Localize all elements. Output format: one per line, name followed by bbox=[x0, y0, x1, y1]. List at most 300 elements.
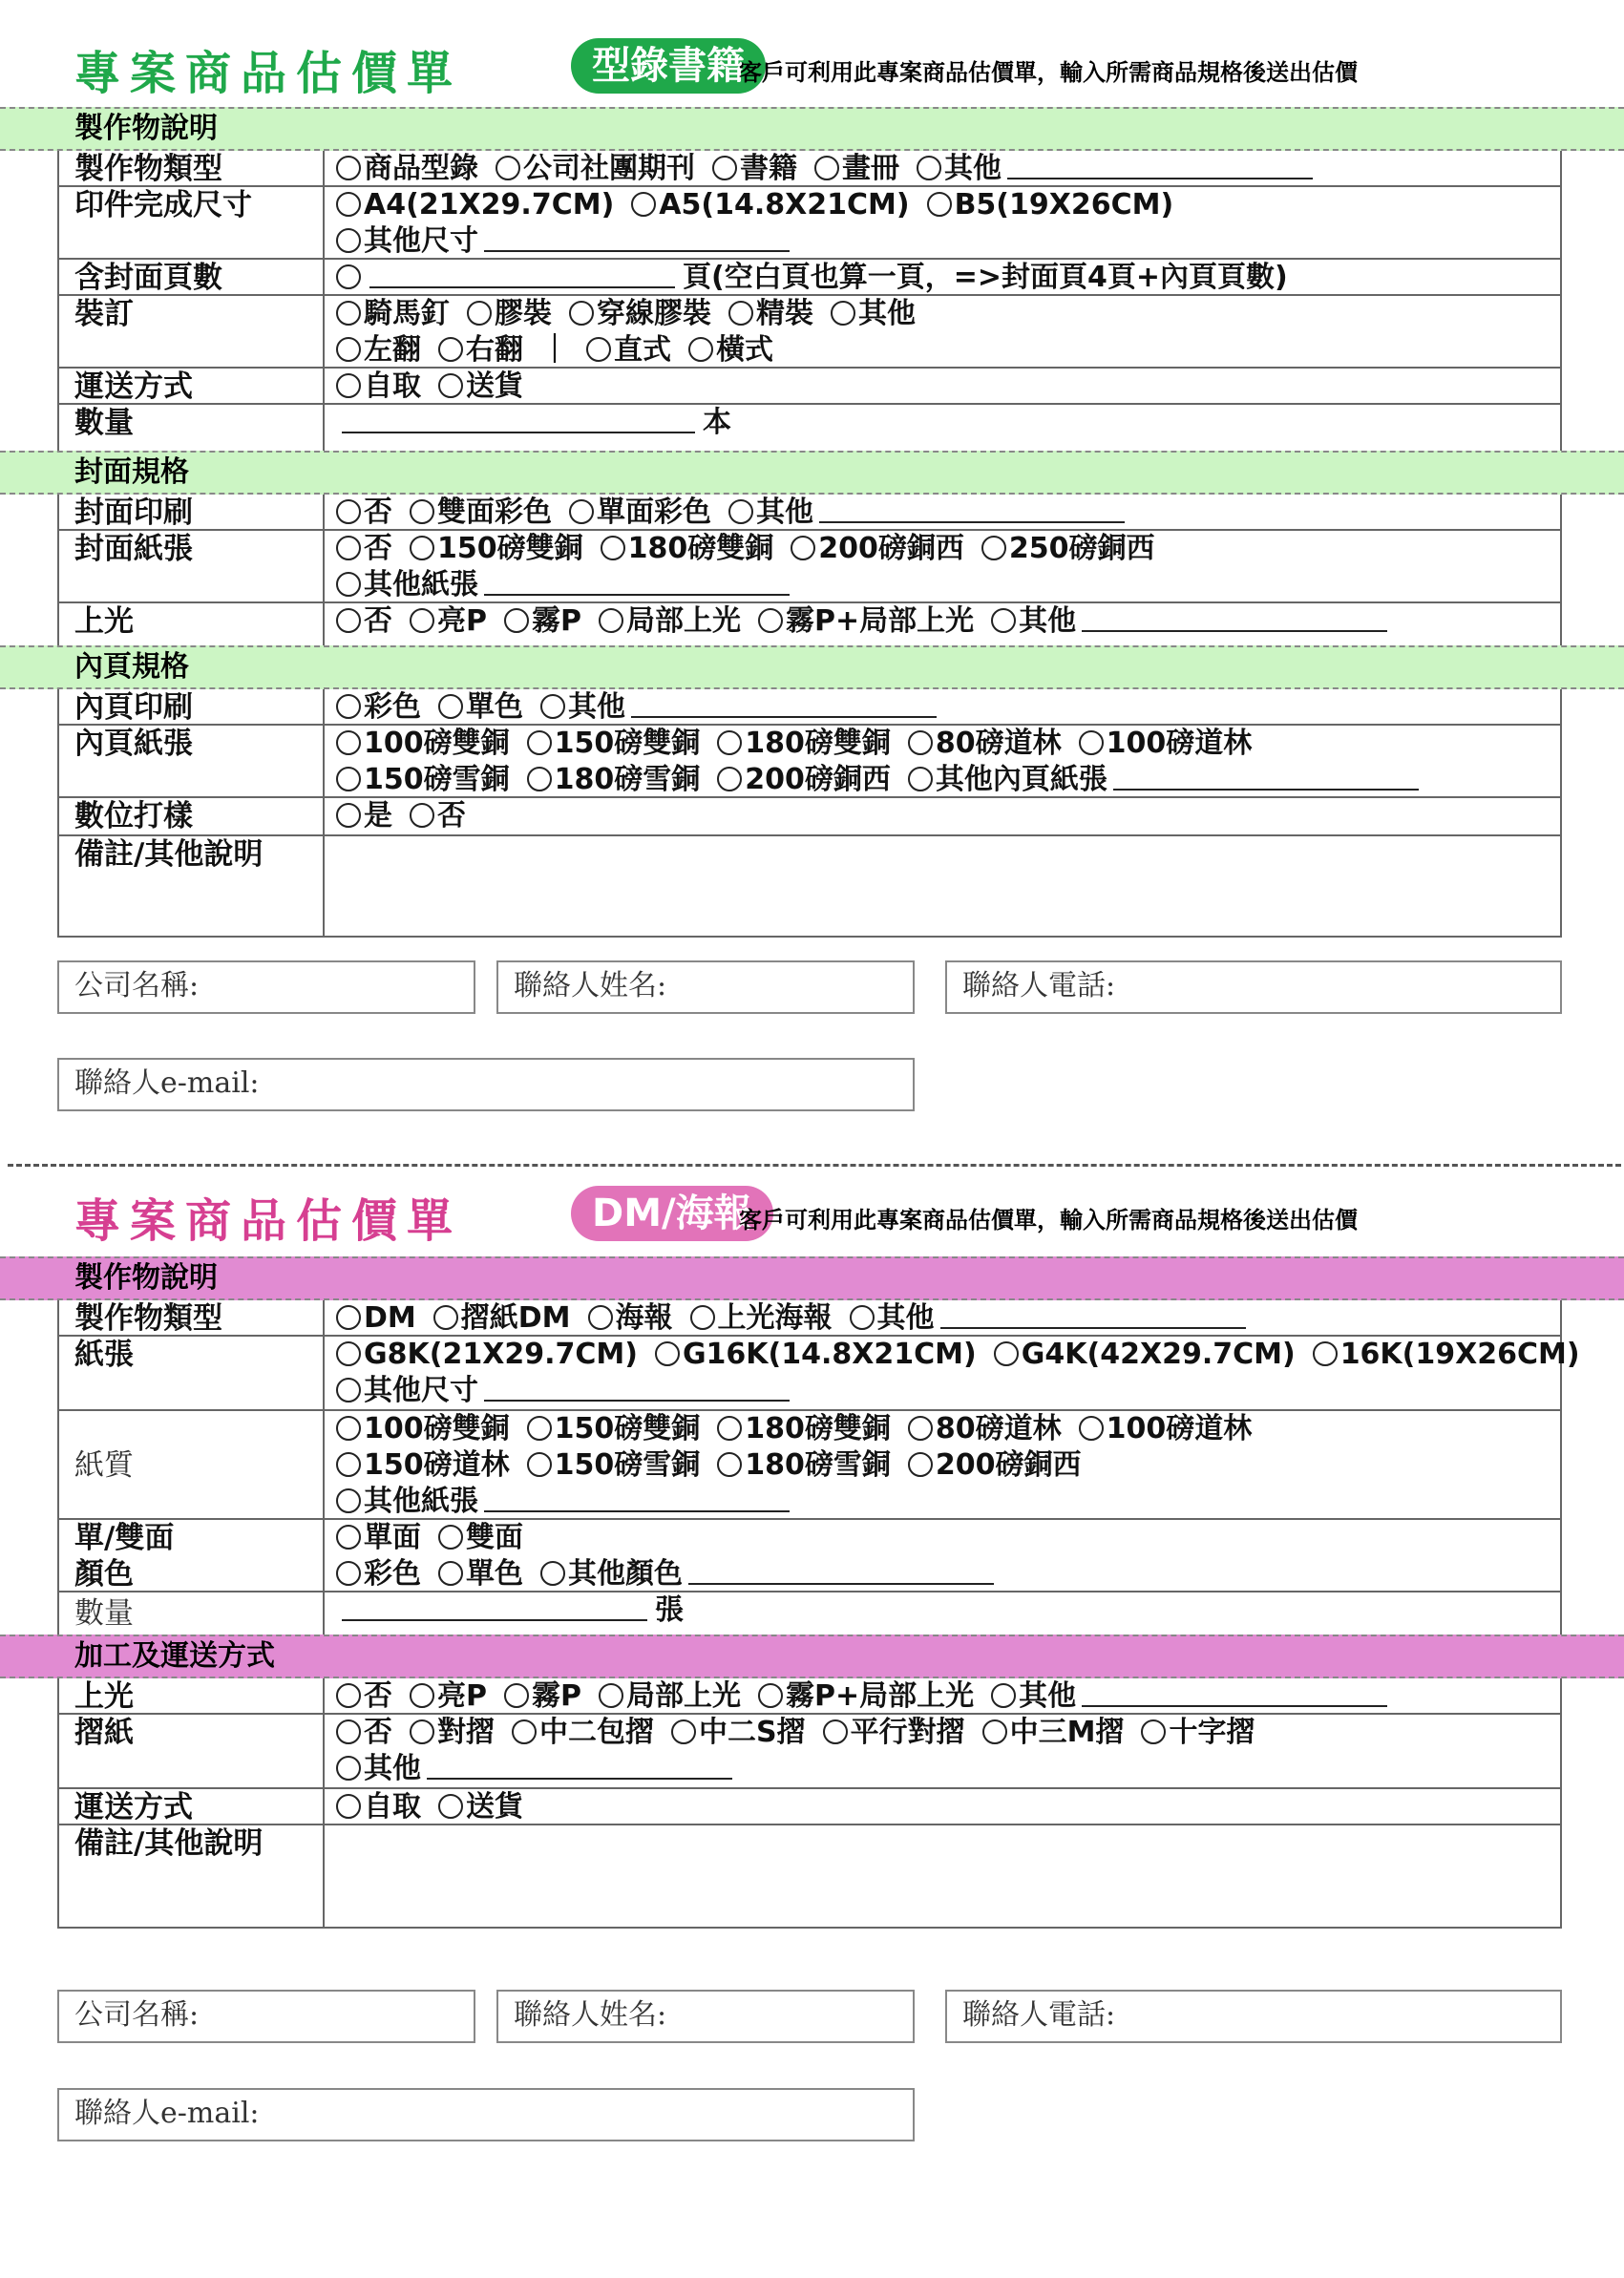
radio-circle-icon[interactable] bbox=[728, 499, 753, 524]
radio-option[interactable] bbox=[908, 762, 1419, 798]
radio-circle-icon[interactable] bbox=[1079, 1416, 1104, 1441]
form-title: 專案商品估價單 bbox=[74, 1194, 463, 1248]
radio-option[interactable] bbox=[688, 332, 773, 369]
radio-circle-icon[interactable] bbox=[512, 1719, 537, 1744]
contact-name-field[interactable]: 聯絡人姓名: bbox=[496, 1990, 915, 2043]
radio-option[interactable] bbox=[438, 369, 523, 405]
row-options bbox=[336, 1520, 1556, 1592]
option-label: 精裝 bbox=[756, 297, 813, 330]
row-options bbox=[336, 1715, 1556, 1787]
option-label: 其他 bbox=[756, 496, 813, 529]
radio-option[interactable] bbox=[758, 1678, 974, 1715]
fill-in-blank[interactable] bbox=[1082, 1680, 1387, 1707]
radio-circle-icon[interactable] bbox=[908, 1452, 933, 1477]
fill-in-blank[interactable] bbox=[484, 225, 790, 252]
section-header: 加工及運送方式 bbox=[0, 1635, 1624, 1678]
fill-in-blank[interactable] bbox=[484, 1486, 790, 1512]
radio-option[interactable] bbox=[1079, 726, 1253, 762]
row-label: 上光 bbox=[59, 603, 325, 645]
fill-in-blank[interactable] bbox=[940, 1302, 1246, 1329]
option-label: 150磅雙銅 bbox=[437, 532, 583, 565]
radio-circle-icon[interactable] bbox=[655, 1341, 680, 1366]
option-label: 霧P bbox=[532, 1679, 581, 1713]
radio-circle-icon[interactable] bbox=[410, 608, 434, 633]
option-label: 橫式 bbox=[716, 333, 773, 367]
section-divider bbox=[8, 1164, 1621, 1167]
row-label: 單/雙面 顏色 bbox=[59, 1520, 325, 1591]
option-text bbox=[336, 1592, 684, 1629]
radio-circle-icon[interactable] bbox=[588, 1305, 613, 1330]
radio-option[interactable] bbox=[438, 689, 523, 726]
radio-circle-icon[interactable] bbox=[336, 1794, 361, 1819]
radio-circle-icon[interactable] bbox=[1313, 1341, 1338, 1366]
company-name-field[interactable]: 公司名稱: bbox=[57, 960, 475, 1014]
radio-circle-icon[interactable] bbox=[1079, 730, 1104, 755]
radio-circle-icon[interactable] bbox=[438, 1525, 463, 1550]
radio-circle-icon[interactable] bbox=[336, 1683, 361, 1708]
option-label: 穿線膠裝 bbox=[597, 297, 711, 330]
radio-option[interactable] bbox=[982, 1715, 1125, 1751]
radio-option[interactable] bbox=[496, 151, 695, 187]
radio-option[interactable] bbox=[336, 369, 421, 405]
option-label: 亮P bbox=[437, 1679, 487, 1713]
radio-circle-icon[interactable] bbox=[540, 694, 565, 719]
radio-circle-icon[interactable] bbox=[336, 156, 361, 180]
radio-option[interactable] bbox=[336, 1789, 421, 1825]
radio-option[interactable] bbox=[336, 1556, 421, 1592]
radio-option[interactable] bbox=[336, 495, 392, 531]
radio-option[interactable] bbox=[336, 1715, 392, 1751]
radio-circle-icon[interactable] bbox=[717, 1416, 742, 1441]
radio-option[interactable] bbox=[336, 762, 510, 798]
radio-circle-icon[interactable] bbox=[336, 499, 361, 524]
radio-circle-icon[interactable] bbox=[527, 1452, 552, 1477]
spec-row bbox=[59, 1520, 1560, 1592]
option-label: A4(21X29.7CM) bbox=[364, 188, 615, 221]
radio-circle-icon[interactable] bbox=[410, 499, 434, 524]
option-label: 商品型錄 bbox=[364, 152, 478, 185]
radio-option[interactable] bbox=[599, 1678, 741, 1715]
radio-option[interactable] bbox=[791, 531, 964, 567]
radio-circle-icon[interactable] bbox=[336, 1378, 361, 1403]
radio-option[interactable] bbox=[410, 531, 583, 567]
option-label: 對摺 bbox=[437, 1716, 495, 1749]
row-label: 內頁印刷 bbox=[59, 689, 325, 724]
option-label: 其他 bbox=[364, 1752, 421, 1785]
radio-circle-icon[interactable] bbox=[336, 1719, 361, 1744]
radio-option[interactable] bbox=[438, 332, 523, 369]
radio-circle-icon[interactable] bbox=[336, 1488, 361, 1513]
radio-option[interactable] bbox=[527, 1411, 701, 1447]
radio-option[interactable] bbox=[991, 1678, 1387, 1715]
radio-circle-icon[interactable] bbox=[336, 373, 361, 398]
radio-option[interactable] bbox=[994, 1337, 1296, 1373]
radio-option[interactable] bbox=[336, 603, 392, 640]
radio-circle-icon[interactable] bbox=[410, 803, 434, 828]
radio-option[interactable] bbox=[336, 1411, 510, 1447]
option-label: 雙面 bbox=[466, 1521, 523, 1554]
form-tagline: 客戶可利用此專案商品估價單，輸入所需商品規格後送出估價 bbox=[739, 59, 1358, 86]
spec-row bbox=[59, 1715, 1560, 1789]
radio-option[interactable] bbox=[410, 603, 487, 640]
radio-option[interactable] bbox=[410, 495, 552, 531]
row-label: 紙質 bbox=[59, 1411, 325, 1518]
radio-option[interactable] bbox=[336, 1520, 421, 1556]
radio-option[interactable] bbox=[336, 1337, 638, 1373]
spec-row bbox=[59, 798, 1560, 836]
radio-option[interactable] bbox=[569, 495, 711, 531]
radio-option[interactable] bbox=[336, 1678, 392, 1715]
contact-phone-field[interactable]: 聯絡人電話: bbox=[945, 960, 1562, 1014]
radio-option[interactable] bbox=[504, 1678, 581, 1715]
radio-option[interactable] bbox=[586, 332, 671, 369]
radio-circle-icon[interactable] bbox=[791, 536, 815, 560]
radio-option[interactable] bbox=[336, 223, 790, 260]
option-label: 180磅雪銅 bbox=[745, 1448, 891, 1482]
radio-circle-icon[interactable] bbox=[438, 694, 463, 719]
option-label: 其他內頁紙張 bbox=[935, 763, 1107, 796]
option-label: 中二S摺 bbox=[699, 1716, 806, 1749]
radio-option[interactable] bbox=[410, 1715, 495, 1751]
radio-circle-icon[interactable] bbox=[717, 1452, 742, 1477]
row-options bbox=[336, 187, 1556, 260]
radio-circle-icon[interactable] bbox=[438, 1561, 463, 1586]
radio-circle-icon[interactable] bbox=[336, 1561, 361, 1586]
radio-circle-icon[interactable] bbox=[336, 1416, 361, 1441]
radio-option[interactable] bbox=[655, 1337, 977, 1373]
radio-circle-icon[interactable] bbox=[438, 373, 463, 398]
radio-circle-icon[interactable] bbox=[814, 156, 839, 180]
spec-row bbox=[59, 1300, 1560, 1337]
spec-row bbox=[59, 1592, 1560, 1635]
radio-circle-icon[interactable] bbox=[410, 536, 434, 560]
radio-circle-icon[interactable] bbox=[336, 572, 361, 597]
radio-circle-icon[interactable] bbox=[1141, 1719, 1166, 1744]
radio-circle-icon[interactable] bbox=[917, 156, 941, 180]
radio-circle-icon[interactable] bbox=[336, 1756, 361, 1781]
radio-option[interactable] bbox=[527, 726, 701, 762]
radio-circle-icon[interactable] bbox=[504, 1683, 529, 1708]
radio-circle-icon[interactable] bbox=[336, 1341, 361, 1366]
radio-option[interactable] bbox=[438, 1520, 523, 1556]
option-label: 彩色 bbox=[364, 690, 421, 724]
company-name-field[interactable]: 公司名稱: bbox=[57, 1990, 475, 2043]
contact-phone-field[interactable]: 聯絡人電話: bbox=[945, 1990, 1562, 2043]
radio-circle-icon[interactable] bbox=[438, 337, 463, 362]
radio-option[interactable] bbox=[336, 332, 421, 369]
option-label: 其他 bbox=[1019, 1679, 1077, 1713]
radio-circle-icon[interactable] bbox=[671, 1719, 696, 1744]
radio-circle-icon[interactable] bbox=[908, 1416, 933, 1441]
option-label: 平行對摺 bbox=[850, 1716, 965, 1749]
row-label: 備註/其他說明 bbox=[59, 1825, 325, 1927]
radio-circle-icon[interactable] bbox=[496, 156, 520, 180]
radio-option[interactable] bbox=[527, 762, 701, 798]
fill-in-blank[interactable] bbox=[342, 407, 695, 433]
option-label: B5(19X26CM) bbox=[954, 188, 1174, 221]
option-label: 彩色 bbox=[364, 1557, 421, 1591]
option-suffix: 頁(空白頁也算一頁，=>封面頁4頁+內頁頁數) bbox=[683, 261, 1288, 294]
contact-email-field[interactable]: 聯絡人e-mail: bbox=[57, 1058, 915, 1111]
radio-circle-icon[interactable] bbox=[336, 301, 361, 326]
radio-option[interactable] bbox=[831, 296, 916, 332]
contact-email-field[interactable]: 聯絡人e-mail: bbox=[57, 2088, 915, 2141]
radio-circle-icon[interactable] bbox=[504, 608, 529, 633]
option-label: 畫冊 bbox=[842, 152, 899, 185]
option-label: 否 bbox=[437, 799, 466, 833]
option-label: 右翻 bbox=[466, 333, 523, 367]
radio-option[interactable] bbox=[336, 260, 1288, 296]
radio-circle-icon[interactable] bbox=[831, 301, 855, 326]
radio-option[interactable] bbox=[540, 1556, 994, 1592]
radio-option[interactable] bbox=[631, 187, 909, 223]
radio-option[interactable] bbox=[717, 726, 891, 762]
contact-name-field[interactable]: 聯絡人姓名: bbox=[496, 960, 915, 1014]
radio-option[interactable] bbox=[336, 531, 392, 567]
radio-option[interactable] bbox=[467, 296, 552, 332]
radio-circle-icon[interactable] bbox=[690, 1305, 715, 1330]
radio-option[interactable] bbox=[569, 296, 711, 332]
radio-circle-icon[interactable] bbox=[336, 767, 361, 791]
radio-circle-icon[interactable] bbox=[991, 1683, 1016, 1708]
radio-option[interactable] bbox=[336, 689, 421, 726]
radio-circle-icon[interactable] bbox=[991, 608, 1016, 633]
radio-option[interactable] bbox=[336, 187, 614, 223]
radio-circle-icon[interactable] bbox=[717, 730, 742, 755]
row-options bbox=[336, 1678, 1556, 1715]
radio-option[interactable] bbox=[599, 603, 741, 640]
radio-circle-icon[interactable] bbox=[433, 1305, 458, 1330]
spec-table bbox=[57, 495, 1562, 645]
radio-circle-icon[interactable] bbox=[982, 1719, 1007, 1744]
option-label: ｜ bbox=[540, 333, 569, 367]
radio-circle-icon[interactable] bbox=[336, 694, 361, 719]
radio-circle-icon[interactable] bbox=[599, 608, 623, 633]
radio-option[interactable] bbox=[1313, 1337, 1580, 1373]
radio-option[interactable] bbox=[1079, 1411, 1253, 1447]
radio-option[interactable] bbox=[728, 296, 813, 332]
option-label: 霧P+局部上光 bbox=[786, 604, 975, 638]
radio-circle-icon[interactable] bbox=[336, 1452, 361, 1477]
radio-option[interactable] bbox=[927, 187, 1174, 223]
radio-circle-icon[interactable] bbox=[599, 1683, 623, 1708]
radio-option[interactable] bbox=[336, 1373, 790, 1409]
radio-circle-icon[interactable] bbox=[981, 536, 1006, 560]
radio-circle-icon[interactable] bbox=[712, 156, 737, 180]
option-label: 單面 bbox=[364, 1521, 421, 1554]
radio-circle-icon[interactable] bbox=[336, 608, 361, 633]
row-label: 數量 bbox=[59, 1592, 325, 1635]
radio-option[interactable] bbox=[527, 1447, 701, 1484]
radio-option[interactable] bbox=[717, 1447, 891, 1484]
spec-row bbox=[59, 603, 1560, 645]
radio-circle-icon[interactable] bbox=[823, 1719, 848, 1744]
radio-circle-icon[interactable] bbox=[336, 1305, 361, 1330]
radio-circle-icon[interactable] bbox=[758, 1683, 783, 1708]
fill-in-blank[interactable] bbox=[1113, 764, 1419, 791]
radio-option[interactable] bbox=[336, 151, 478, 187]
radio-option[interactable] bbox=[717, 762, 891, 798]
radio-option[interactable] bbox=[336, 296, 450, 332]
radio-option[interactable] bbox=[512, 1715, 654, 1751]
radio-option[interactable] bbox=[336, 1300, 416, 1337]
radio-option[interactable] bbox=[908, 726, 1062, 762]
radio-circle-icon[interactable] bbox=[438, 1794, 463, 1819]
option-label: 單色 bbox=[466, 1557, 523, 1591]
radio-circle-icon[interactable] bbox=[336, 192, 361, 217]
option-label: 霧P bbox=[532, 604, 581, 638]
radio-option[interactable] bbox=[712, 151, 797, 187]
radio-circle-icon[interactable] bbox=[850, 1305, 875, 1330]
option-label: 200磅銅西 bbox=[935, 1448, 1082, 1482]
radio-circle-icon[interactable] bbox=[717, 767, 742, 791]
spec-row bbox=[59, 369, 1560, 405]
radio-circle-icon[interactable] bbox=[908, 767, 933, 791]
form-header bbox=[74, 1176, 1564, 1253]
option-label: 其他 bbox=[876, 1301, 935, 1335]
radio-option[interactable] bbox=[438, 1789, 523, 1825]
option-label: 膠裝 bbox=[495, 297, 552, 330]
row-options bbox=[336, 689, 1556, 726]
radio-circle-icon[interactable] bbox=[601, 536, 625, 560]
fill-in-blank[interactable] bbox=[484, 569, 790, 596]
radio-option[interactable] bbox=[981, 531, 1155, 567]
radio-circle-icon[interactable] bbox=[586, 337, 611, 362]
spec-row bbox=[59, 836, 1560, 938]
spec-row bbox=[59, 531, 1560, 603]
radio-circle-icon[interactable] bbox=[908, 730, 933, 755]
option-label: 局部上光 bbox=[626, 1679, 741, 1713]
radio-circle-icon[interactable] bbox=[410, 1719, 434, 1744]
option-label: 單色 bbox=[466, 690, 523, 724]
radio-option[interactable] bbox=[588, 1300, 673, 1337]
radio-option[interactable] bbox=[336, 1447, 510, 1484]
fill-in-blank[interactable] bbox=[819, 496, 1125, 523]
option-label: 180磅雙銅 bbox=[745, 727, 891, 760]
radio-option[interactable] bbox=[433, 1300, 571, 1337]
radio-option[interactable] bbox=[336, 726, 510, 762]
radio-option[interactable] bbox=[690, 1300, 833, 1337]
radio-option[interactable] bbox=[438, 1556, 523, 1592]
category-badge: DM/海報 bbox=[571, 1186, 773, 1241]
radio-circle-icon[interactable] bbox=[569, 301, 594, 326]
radio-option[interactable] bbox=[1141, 1715, 1255, 1751]
row-label: 備註/其他說明 bbox=[59, 836, 325, 936]
row-label: 紙張 bbox=[59, 1337, 325, 1409]
radio-option[interactable] bbox=[671, 1715, 806, 1751]
radio-option[interactable] bbox=[410, 798, 466, 834]
fill-in-blank[interactable] bbox=[1082, 605, 1387, 632]
radio-circle-icon[interactable] bbox=[728, 301, 753, 326]
row-options bbox=[336, 260, 1556, 296]
row-label: 製作物類型 bbox=[59, 1300, 325, 1335]
fill-in-blank[interactable] bbox=[369, 262, 675, 288]
spec-row bbox=[59, 1789, 1560, 1825]
radio-circle-icon[interactable] bbox=[527, 1416, 552, 1441]
radio-option[interactable] bbox=[823, 1715, 965, 1751]
radio-option[interactable] bbox=[504, 603, 581, 640]
radio-circle-icon[interactable] bbox=[336, 264, 361, 289]
radio-circle-icon[interactable] bbox=[336, 1525, 361, 1550]
category-badge: 型錄書籍 bbox=[571, 38, 766, 94]
radio-option[interactable] bbox=[814, 151, 899, 187]
radio-option[interactable] bbox=[540, 689, 937, 726]
fill-in-blank[interactable] bbox=[427, 1753, 732, 1780]
radio-circle-icon[interactable] bbox=[336, 536, 361, 560]
row-label: 封面印刷 bbox=[59, 495, 325, 529]
radio-option[interactable] bbox=[336, 1751, 732, 1787]
radio-circle-icon[interactable] bbox=[527, 730, 552, 755]
radio-option[interactable] bbox=[908, 1411, 1062, 1447]
option-label: 自取 bbox=[364, 369, 421, 403]
fill-in-blank[interactable] bbox=[1007, 153, 1313, 179]
radio-option[interactable] bbox=[336, 567, 790, 603]
radio-option[interactable] bbox=[991, 603, 1387, 640]
spec-table bbox=[57, 1300, 1580, 1635]
spec-row bbox=[59, 151, 1560, 187]
radio-circle-icon[interactable] bbox=[688, 337, 713, 362]
radio-option[interactable] bbox=[410, 1678, 487, 1715]
radio-option[interactable] bbox=[908, 1447, 1082, 1484]
row-options bbox=[336, 798, 1556, 834]
radio-option[interactable] bbox=[728, 495, 1125, 531]
option-label: 其他 bbox=[568, 690, 625, 724]
spec-table bbox=[57, 151, 1562, 451]
radio-option[interactable] bbox=[758, 603, 974, 640]
spec-row bbox=[59, 405, 1560, 451]
option-label: 局部上光 bbox=[626, 604, 741, 638]
row-label: 運送方式 bbox=[59, 369, 325, 403]
radio-circle-icon[interactable] bbox=[527, 767, 552, 791]
radio-circle-icon[interactable] bbox=[336, 337, 361, 362]
option-label: 150磅雙銅 bbox=[554, 1412, 701, 1445]
fill-in-blank[interactable] bbox=[342, 1594, 647, 1621]
form-tagline: 客戶可利用此專案商品估價單，輸入所需商品規格後送出估價 bbox=[739, 1207, 1358, 1234]
radio-option[interactable] bbox=[336, 798, 392, 834]
radio-circle-icon[interactable] bbox=[631, 192, 656, 217]
option-label: 80磅道林 bbox=[935, 1412, 1062, 1445]
radio-circle-icon[interactable] bbox=[336, 730, 361, 755]
radio-circle-icon[interactable] bbox=[569, 499, 594, 524]
radio-circle-icon[interactable] bbox=[410, 1683, 434, 1708]
radio-circle-icon[interactable] bbox=[758, 608, 783, 633]
radio-option[interactable] bbox=[717, 1411, 891, 1447]
fill-in-blank[interactable] bbox=[631, 691, 937, 718]
spec-row bbox=[59, 495, 1560, 531]
radio-circle-icon[interactable] bbox=[927, 192, 952, 217]
option-label: 摺紙DM bbox=[460, 1301, 571, 1335]
radio-option[interactable] bbox=[336, 1484, 790, 1520]
radio-circle-icon[interactable] bbox=[467, 301, 492, 326]
row-options bbox=[336, 1592, 1556, 1629]
option-label: 其他 bbox=[944, 152, 1002, 185]
option-label: 其他紙張 bbox=[364, 1485, 478, 1518]
fill-in-blank[interactable] bbox=[688, 1558, 994, 1585]
row-label: 摺紙 bbox=[59, 1715, 325, 1787]
fill-in-blank[interactable] bbox=[484, 1375, 790, 1402]
radio-circle-icon[interactable] bbox=[540, 1561, 565, 1586]
section-header: 製作物說明 bbox=[0, 107, 1624, 151]
radio-circle-icon[interactable] bbox=[994, 1341, 1019, 1366]
radio-circle-icon[interactable] bbox=[336, 803, 361, 828]
radio-option[interactable] bbox=[601, 531, 774, 567]
radio-option[interactable] bbox=[850, 1300, 1246, 1337]
option-label: 200磅銅西 bbox=[745, 763, 891, 796]
option-text bbox=[540, 332, 569, 369]
radio-option[interactable] bbox=[917, 151, 1313, 187]
radio-circle-icon[interactable] bbox=[336, 228, 361, 253]
row-label: 數位打樣 bbox=[59, 798, 325, 834]
